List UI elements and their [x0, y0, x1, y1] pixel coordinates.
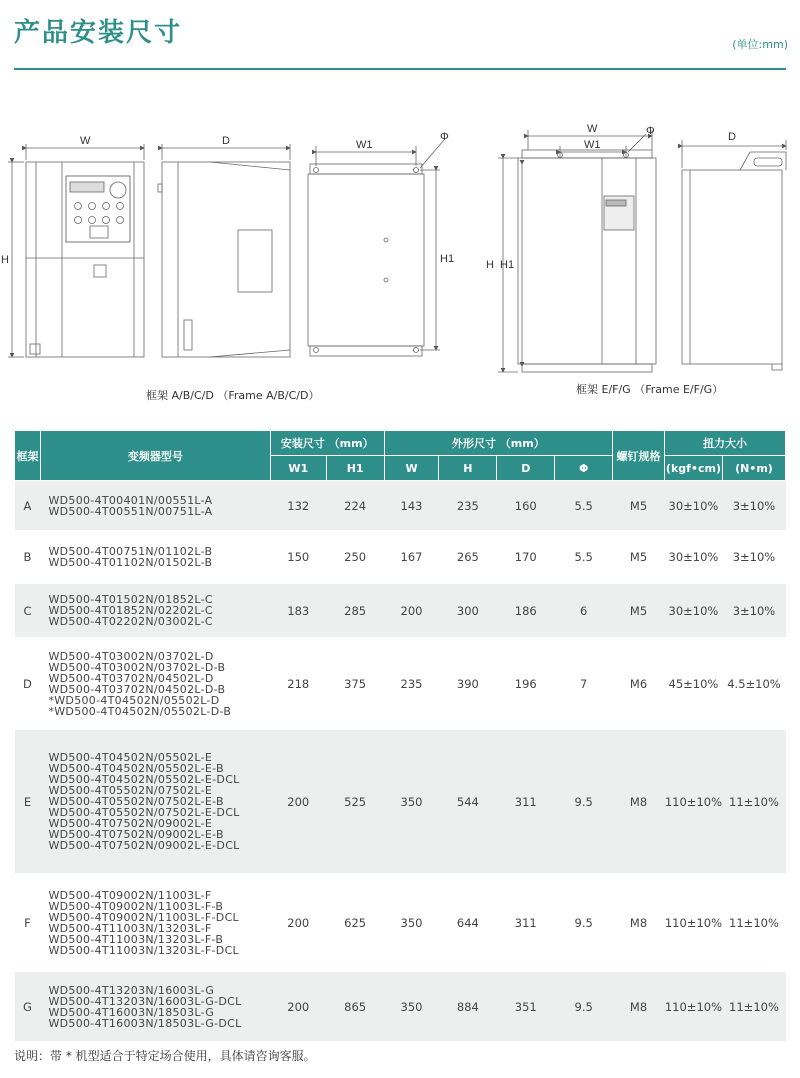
cell-models	[40, 972, 270, 1042]
model-number: WD500-4T11003N/13203L-F-B	[48, 932, 224, 946]
col-model: 变频器型号	[40, 431, 270, 481]
cell-kgf: 110±10%	[664, 874, 722, 972]
cell-w: 350	[384, 874, 439, 972]
cell-nm: 11±10%	[722, 730, 785, 874]
cell-frame: F	[15, 874, 41, 972]
col-kgf: (kgf•cm)	[664, 456, 722, 481]
cell-w: 235	[384, 638, 439, 730]
cell-h1: 285	[326, 584, 384, 638]
col-h1: H1	[326, 456, 384, 481]
cell-kgf: 30±10%	[664, 531, 722, 584]
label-w-a: W	[80, 135, 91, 147]
cell-phi: 6	[555, 584, 613, 638]
cell-kgf: 30±10%	[664, 584, 722, 638]
model-number: WD500-4T13203N/16003L-G-DCL	[48, 994, 242, 1008]
cell-h1: 625	[326, 874, 384, 972]
cell-w1: 200	[270, 730, 326, 874]
model-number: WD500-4T05502N/07502L-E	[48, 784, 213, 797]
model-number: WD500-4T02202N/03002L-C	[48, 615, 213, 628]
model-number: WD500-4T07502N/09002L-E-DCL	[48, 839, 240, 852]
cell-screw: M5	[613, 584, 665, 638]
unit-note: (单位:mm)	[732, 38, 788, 51]
cell-w1: 150	[270, 531, 326, 584]
cell-nm: 3±10%	[722, 584, 785, 638]
footnote: 说明：带 * 机型适合于特定场合使用，具体请咨询客服。	[14, 1049, 316, 1063]
cell-nm: 11±10%	[722, 874, 785, 972]
page-title: 产品安装尺寸	[14, 18, 183, 48]
cell-d: 196	[497, 638, 555, 730]
model-number: WD500-4T09002N/11003L-F-DCL	[48, 910, 239, 924]
cell-screw: M8	[613, 874, 665, 972]
model-number: WD500-4T09002N/11003L-F	[48, 888, 212, 902]
cell-w1: 183	[270, 584, 326, 638]
model-number: WD500-4T09002N/11003L-F-B	[48, 899, 224, 913]
col-frame: 框架	[15, 431, 41, 481]
cell-h: 235	[439, 481, 497, 531]
model-number: WD500-4T00751N/01102L-B	[48, 545, 213, 558]
model-number: WD500-4T03702N/04502L-D-B	[48, 682, 226, 696]
cell-models	[40, 584, 270, 638]
cell-w: 167	[384, 531, 439, 584]
model-number: WD500-4T16003N/18503L-G	[48, 1005, 215, 1019]
label-d-e: D	[728, 131, 736, 143]
cell-h1: 250	[326, 531, 384, 584]
table-row	[15, 481, 786, 531]
cell-h1: 865	[326, 972, 384, 1042]
cell-models	[40, 874, 270, 972]
model-number: WD500-4T07502N/09002L-E	[48, 817, 213, 830]
cell-screw: M5	[613, 531, 665, 584]
cell-d: 351	[497, 972, 555, 1042]
title-divider	[14, 68, 786, 70]
cell-w: 200	[384, 584, 439, 638]
model-number: WD500-4T03002N/03702L-D-B	[48, 660, 226, 674]
model-number: WD500-4T05502N/07502L-E-DCL	[48, 806, 240, 819]
model-number: WD500-4T13203N/16003L-G	[48, 983, 215, 997]
table-row	[15, 730, 786, 874]
label-h1-e: H1	[500, 259, 515, 271]
label-h-e: H	[486, 259, 494, 271]
dimension-table	[14, 430, 786, 1042]
cell-w1: 200	[270, 972, 326, 1042]
cell-d: 311	[497, 730, 555, 874]
model-number: WD500-4T00401N/00551L-A	[48, 493, 213, 507]
cell-d: 160	[497, 481, 555, 531]
cell-frame: A	[15, 481, 41, 531]
cell-nm: 4.5±10%	[722, 638, 785, 730]
model-number: WD500-4T05502N/07502L-E-B	[48, 795, 224, 808]
caption-frame-abcd: 框架 A/B/C/D （Frame A/B/C/D）	[146, 389, 320, 402]
cell-kgf: 110±10%	[664, 730, 722, 874]
model-number: WD500-4T16003N/18503L-G-DCL	[48, 1016, 242, 1030]
cell-frame: B	[15, 531, 41, 584]
cell-phi: 9.5	[555, 874, 613, 972]
col-outline: 外形尺寸 （mm）	[384, 431, 612, 456]
col-nm: (N•m)	[722, 456, 785, 481]
col-w1: W1	[270, 456, 326, 481]
col-d: D	[497, 456, 555, 481]
table-row	[15, 874, 786, 972]
cell-d: 311	[497, 874, 555, 972]
cell-kgf: 30±10%	[664, 481, 722, 531]
model-number: WD500-4T00551N/00751L-A	[48, 504, 213, 518]
table-body	[15, 481, 786, 1042]
cell-w: 350	[384, 730, 439, 874]
cell-w: 350	[384, 972, 439, 1042]
cell-w1: 200	[270, 874, 326, 972]
cell-h: 884	[439, 972, 497, 1042]
model-number: WD500-4T11003N/13203L-F	[48, 921, 212, 935]
label-w1-e: W1	[584, 139, 601, 151]
col-h: H	[439, 456, 497, 481]
col-phi: Φ	[555, 456, 613, 481]
model-number: WD500-4T04502N/05502L-E	[48, 751, 213, 764]
cell-phi: 5.5	[555, 531, 613, 584]
cell-kgf: 110±10%	[664, 972, 722, 1042]
cell-d: 186	[497, 584, 555, 638]
label-phi-e: Φ	[646, 125, 655, 137]
model-number: WD500-4T03702N/04502L-D	[48, 671, 214, 685]
cell-nm: 11±10%	[722, 972, 785, 1042]
label-w-e: W	[587, 123, 598, 135]
label-d-a: D	[222, 135, 230, 147]
model-number: *WD500-4T04502N/05502L-D	[48, 693, 220, 707]
cell-screw: M5	[613, 481, 665, 531]
model-number: WD500-4T04502N/05502L-E-DCL	[48, 773, 240, 786]
cell-nm: 3±10%	[722, 481, 785, 531]
model-number: WD500-4T11003N/13203L-F-DCL	[48, 943, 239, 957]
cell-frame: C	[15, 584, 41, 638]
table-row	[15, 972, 786, 1042]
cell-w1: 132	[270, 481, 326, 531]
cell-models	[40, 481, 270, 531]
cell-phi: 9.5	[555, 972, 613, 1042]
cell-frame: G	[15, 972, 41, 1042]
cell-kgf: 45±10%	[664, 638, 722, 730]
col-torque: 扭力大小	[664, 431, 785, 456]
label-h1-a: H1	[440, 253, 455, 265]
cell-h: 265	[439, 531, 497, 584]
table-row	[15, 638, 786, 730]
cell-frame: D	[15, 638, 41, 730]
cell-phi: 7	[555, 638, 613, 730]
cell-screw: M6	[613, 638, 665, 730]
model-number: WD500-4T01852N/02202L-C	[48, 604, 213, 617]
model-number: *WD500-4T04502N/05502L-D-B	[48, 704, 232, 718]
cell-w1: 218	[270, 638, 326, 730]
label-h-a: H	[1, 254, 9, 266]
model-number: WD500-4T07502N/09002L-E-B	[48, 828, 224, 841]
model-number: WD500-4T01502N/01852L-C	[48, 593, 213, 606]
cell-models	[40, 730, 270, 874]
cell-frame: E	[15, 730, 41, 874]
col-screw: 螺钉规格	[613, 431, 665, 481]
table-row	[15, 531, 786, 584]
cell-h1: 224	[326, 481, 384, 531]
model-number: WD500-4T03002N/03702L-D	[48, 649, 214, 663]
cell-phi: 5.5	[555, 481, 613, 531]
cell-models	[40, 531, 270, 584]
col-w: W	[384, 456, 439, 481]
model-number: WD500-4T04502N/05502L-E-B	[48, 762, 224, 775]
cell-h: 644	[439, 874, 497, 972]
cell-h: 544	[439, 730, 497, 874]
cell-h: 390	[439, 638, 497, 730]
cell-h1: 525	[326, 730, 384, 874]
col-install: 安装尺寸 （mm）	[270, 431, 384, 456]
label-w1-a: W1	[356, 139, 373, 151]
model-number: WD500-4T01102N/01502L-B	[48, 556, 213, 569]
cell-d: 170	[497, 531, 555, 584]
label-phi-a: Φ	[440, 131, 449, 143]
cell-phi: 9.5	[555, 730, 613, 874]
cell-screw: M8	[613, 730, 665, 874]
cell-h: 300	[439, 584, 497, 638]
cell-w: 143	[384, 481, 439, 531]
cell-screw: M8	[613, 972, 665, 1042]
caption-frame-efg: 框架 E/F/G （Frame E/F/G）	[576, 383, 724, 396]
cell-nm: 3±10%	[722, 531, 785, 584]
table-row	[15, 584, 786, 638]
cell-h1: 375	[326, 638, 384, 730]
dimension-drawings	[0, 100, 800, 400]
cell-models	[40, 638, 270, 730]
